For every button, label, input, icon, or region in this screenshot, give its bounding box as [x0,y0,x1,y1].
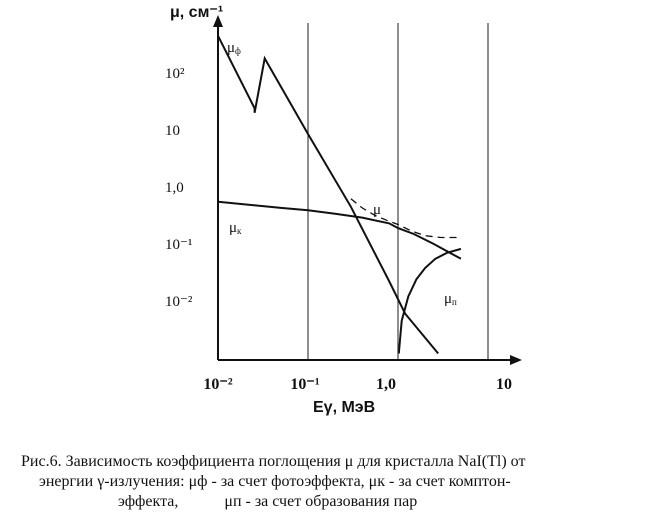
y-tick-label-1: 10 [165,123,180,139]
curve-label-0: μф [227,40,241,56]
figure-caption [0,452,646,512]
grid-lines [308,23,488,360]
x-tick-label-1: 10⁻¹ [290,376,320,393]
x-tick-label-3: 10 [496,376,512,393]
curve-label-3: μп [444,291,457,307]
curve-label-1: μк [229,220,242,236]
axes [213,15,522,365]
y-tick-label-3: 10⁻¹ [165,237,193,253]
x-axis-label: Eγ, МэВ [313,399,376,416]
curves [218,36,461,354]
x-axis-arrow [510,355,522,365]
caption-line-3a: эффекта, [118,493,179,510]
y-tick-label-4: 10⁻² [165,294,193,310]
y-axis-label: μ, см⁻¹ [170,4,224,21]
y-tick-label-0: 10² [165,66,185,82]
y-tick-label-2: 1,0 [165,180,184,196]
caption-line-3 [0,492,646,512]
x-tick-label-2: 1,0 [376,376,396,393]
caption-line-1: Рис.6. Зависимость коэффициента поглощения μ для кристалла NaI(Tl) от [21,453,526,470]
x-tick-label-0: 10⁻² [203,376,233,393]
curve-label-2: μ [373,202,382,218]
caption-line-3b: μп - за счет образования пар [224,493,418,510]
caption-line-2: энергии γ-излучения: μф - за счет фотоэффекта, μк - за счет комптон- [39,473,511,490]
series-line-1 [218,202,461,259]
